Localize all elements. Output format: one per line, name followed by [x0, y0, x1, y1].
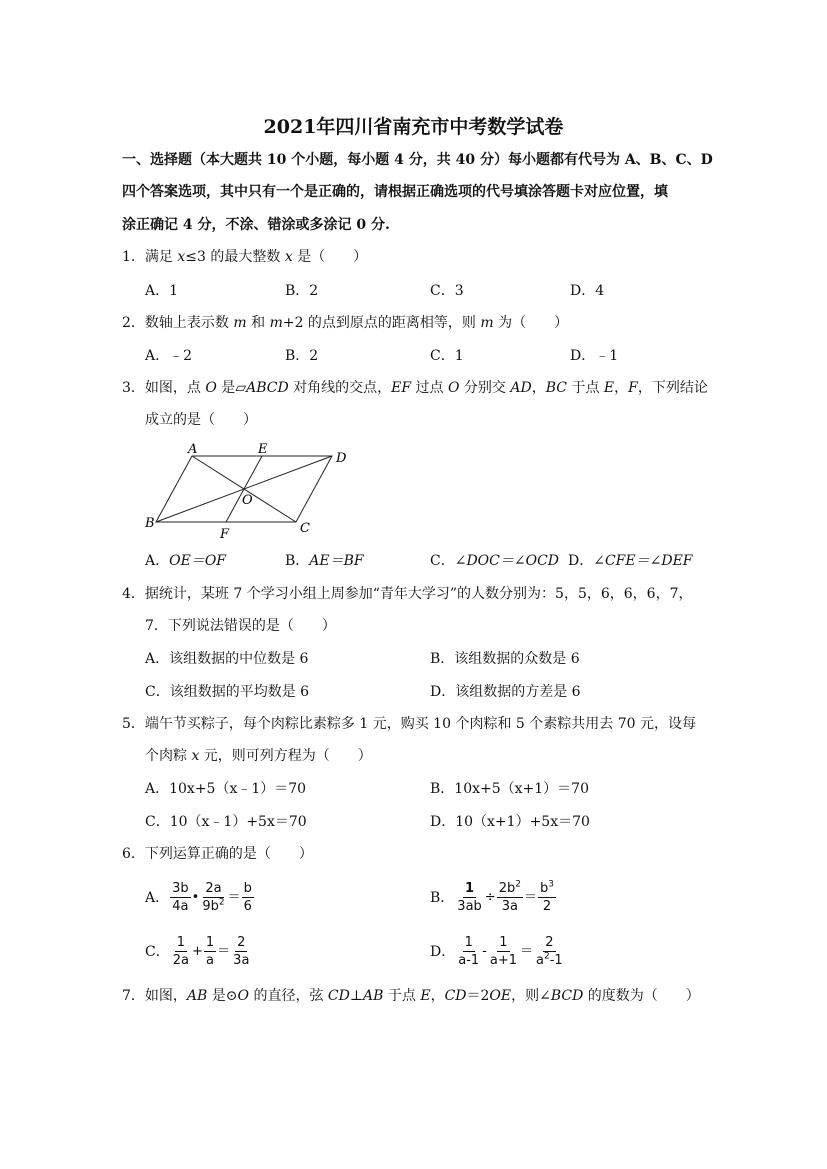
q4-option-d: D．该组数据的方差是 6 — [430, 684, 581, 700]
q6-option-c: C． $\frac{1}{2a}$ + $\frac{1}{a}$ ＝ $\frac{2}{3a}$ — [145, 935, 250, 968]
label-c: C — [300, 521, 310, 536]
question-5-stem-line-2: 个肉粽 x 元，则可列方程为（ ） — [145, 748, 372, 764]
question-2-stem: 2．数轴上表示数 m 和 m+2 的点到原点的距离相等，则 m 为（ ） — [122, 315, 569, 331]
q5-option-d: D．10（x+1）+5x＝70 — [430, 814, 590, 830]
q1-option-a: A．1 — [145, 283, 179, 299]
fraction: $\frac{2}{a^2-1}$ — [536, 935, 563, 968]
fraction: $\frac{2}{3a}$ — [233, 935, 250, 968]
segment-ef — [226, 456, 262, 522]
fraction: $\frac{b^3}{2}$ — [539, 879, 554, 914]
q1-option-c: C．3 — [430, 283, 464, 299]
question-3-stem-line-2: 成立的是（ ） — [145, 412, 257, 428]
q2-option-c: C．1 — [430, 348, 464, 364]
question-4-stem-line-1: 4．据统计，某班 7 个学习小组上周参加“青年大学习”的人数分别为：5，5，6，6，6，7， — [122, 586, 693, 602]
question-4-stem-line-2: 7．下列说法错误的是（ ） — [145, 618, 336, 634]
q6-option-d-label: D． — [430, 943, 456, 960]
q4-option-b: B．该组数据的众数是 6 — [430, 651, 580, 667]
q2-option-b: B．2 — [285, 348, 319, 364]
fraction: $\frac{1}{3ab}$ — [457, 881, 482, 914]
fraction: $\frac{1}{a-1}$ — [458, 935, 480, 968]
q6-option-b-label: B． — [430, 889, 455, 906]
fraction: $\frac{2a}{9b^2}$ — [202, 881, 225, 914]
q1-option-b: B．2 — [285, 283, 319, 299]
parallelogram-figure — [140, 438, 360, 543]
fraction: $\frac{1}{2a}$ — [172, 935, 189, 968]
question-1-stem: 1．满足 x≤3 的最大整数 x 是（ ） — [122, 249, 368, 265]
label-b: B — [145, 516, 155, 531]
question-6-stem: 6．下列运算正确的是（ ） — [122, 846, 313, 862]
section-instruction-line-2: 四个答案选项，其中只有一个是正确的，请根据正确选项的代号填涂答题卡对应位置，填 — [122, 184, 668, 200]
fraction: $\frac{b}{6}$ — [243, 881, 252, 914]
q5-option-b: B．10x+5（x+1）＝70 — [430, 781, 589, 797]
question-5-stem-line-1: 5．端午节买粽子，每个肉粽比素粽多 1 元，购买 10 个肉粽和 5 个素粽共用去 70 元，设每 — [122, 716, 696, 732]
label-f: F — [220, 527, 230, 542]
question-7-stem: 7．如图，AB 是⊙O 的直径，弦 CD⊥AB 于点 E，CD＝2OE，则∠BCD 的度数为（ ） — [122, 988, 700, 1004]
q4-option-c: C．该组数据的平均数是 6 — [145, 684, 310, 700]
fraction: $\frac{1}{a+1}$ — [489, 935, 518, 968]
q6-option-c-label: C． — [145, 943, 170, 960]
section-instruction-line-3: 涂正确记 4 分，不涂、错涂或多涂记 0 分. — [122, 217, 390, 233]
q3-option-b: B．AE＝BF — [285, 553, 364, 569]
q6-option-d: D． $\frac{1}{a-1}$ - $\frac{1}{a+1}$ ＝ $\frac{2}{a^2-1}$ — [430, 935, 563, 968]
fraction: $\frac{1}{a}$ — [205, 935, 215, 968]
label-d: D — [336, 451, 347, 466]
fraction: $\frac{2b^2}{3a}$ — [498, 879, 521, 914]
page-title: 2021年四川省南充市中考数学试卷 — [263, 116, 564, 138]
q2-option-a: A．﹣2 — [145, 348, 193, 364]
q6-option-a: A． $\frac{3b}{4a}$ • $\frac{2a}{9b^2}$ ＝ $\frac{b}{6}$ — [145, 881, 252, 914]
section-instruction-line-1: 一、选择题（本大题共 10 个小题，每小题 4 分，共 40 分）每小题都有代号为 A、B、C、D — [122, 152, 713, 168]
q5-option-c: C．10（x﹣1）+5x＝70 — [145, 814, 307, 830]
label-a: A — [188, 442, 198, 457]
q2-option-d: D．﹣1 — [570, 348, 619, 364]
q6-option-b: B． $\frac{1}{3ab}$ ÷ $\frac{2b^2}{3a}$ ＝ $\frac{b^3}{2}$ — [430, 879, 554, 914]
question-3-stem-line-1: 3．如图，点 O 是▱ABCD 对角线的交点，EF 过点 O 分别交 AD，BC 于点 E，F，下列结论 — [122, 380, 708, 396]
label-o: O — [242, 493, 253, 508]
label-e: E — [258, 442, 268, 457]
q3-option-a: A．OE＝OF — [145, 553, 227, 569]
q1-option-d: D．4 — [570, 283, 605, 299]
q5-option-a: A．10x+5（x﹣1）＝70 — [145, 781, 307, 797]
fraction: $\frac{3b}{4a}$ — [172, 881, 189, 914]
q3-option-c: C．∠DOC＝∠OCD — [430, 553, 560, 569]
q4-option-a: A．该组数据的中位数是 6 — [145, 651, 309, 667]
q3-option-d: D．∠CFE＝∠DEF — [568, 553, 693, 569]
q6-option-a-label: A． — [145, 889, 170, 906]
